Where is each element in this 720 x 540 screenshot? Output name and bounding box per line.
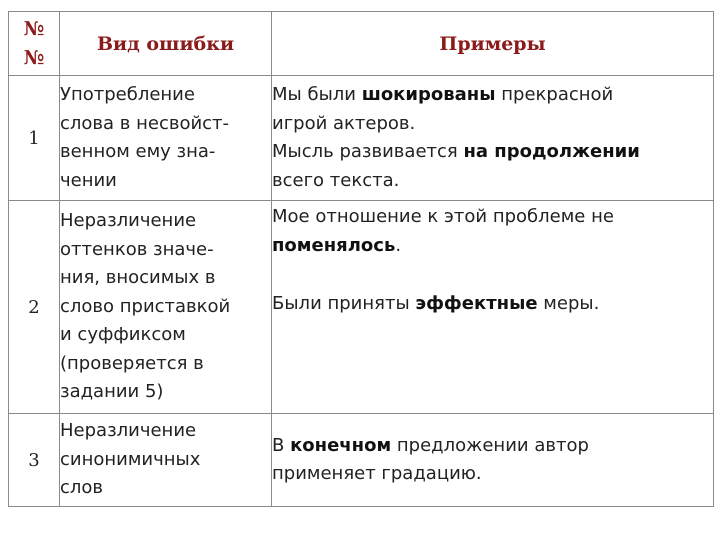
error-word: конечном — [290, 434, 392, 456]
error-word: эффектные — [415, 293, 538, 314]
row-number: 3 — [9, 414, 60, 507]
error-type-line: слова в несвойст- — [60, 112, 230, 134]
error-type-line: Неразличение — [60, 420, 197, 442]
table-row — [9, 76, 714, 201]
table-row — [9, 201, 714, 414]
error-types-table — [8, 11, 714, 507]
error-type-line: Неразличение — [60, 210, 197, 232]
error-type-line: ния, вносимых в — [60, 267, 216, 289]
error-type-line: оттенков значе- — [60, 238, 214, 260]
error-type-line: слово приставкой — [60, 295, 231, 317]
examples-cell — [272, 76, 714, 201]
examples-column-header: Примеры — [272, 12, 714, 76]
error-type-line: чении — [60, 169, 117, 191]
error-type-line: синонимичных — [60, 448, 201, 470]
examples-cell — [272, 414, 714, 507]
example-line: Мысль развивается на продолжении — [272, 141, 640, 162]
example-line: Мы были шокированы прекрасной — [272, 84, 614, 105]
example-line: Мое отношение к этой проблеме не — [272, 206, 614, 227]
example-line: поменялось. — [272, 234, 402, 256]
number-sign-line-1: № — [23, 17, 45, 40]
example-line: применяет градацию. — [272, 463, 482, 484]
row-number: 1 — [9, 76, 60, 201]
error-type-cell — [60, 201, 272, 414]
example-line: Были приняты эффектные меры. — [272, 293, 600, 314]
example-line: всего текста. — [272, 169, 400, 191]
examples-cell — [272, 201, 714, 414]
table-row — [9, 414, 714, 507]
example-line: В конечном предложении автор — [272, 434, 589, 456]
error-type-line: Употребление — [60, 84, 195, 105]
error-type-line: (проверяется в — [60, 352, 204, 374]
error-word: поменялось — [272, 234, 396, 256]
error-type-cell — [60, 414, 272, 507]
error-type-line: венном ему зна- — [60, 141, 216, 162]
number-sign-line-2: № — [23, 46, 45, 69]
number-column-header — [9, 12, 60, 76]
example-spacer — [272, 260, 713, 290]
error-type-column-header: Вид ошибки — [60, 12, 272, 76]
error-word: на продолжении — [463, 141, 640, 162]
error-type-line: слов — [60, 477, 104, 499]
error-type-line: задании 5) — [60, 381, 164, 403]
example-line: игрой актеров. — [272, 112, 416, 134]
table-header-row — [9, 12, 714, 76]
error-type-cell — [60, 76, 272, 201]
row-number: 2 — [9, 201, 60, 414]
error-type-line: и суффиксом — [60, 324, 186, 346]
error-word: шокированы — [361, 84, 496, 105]
